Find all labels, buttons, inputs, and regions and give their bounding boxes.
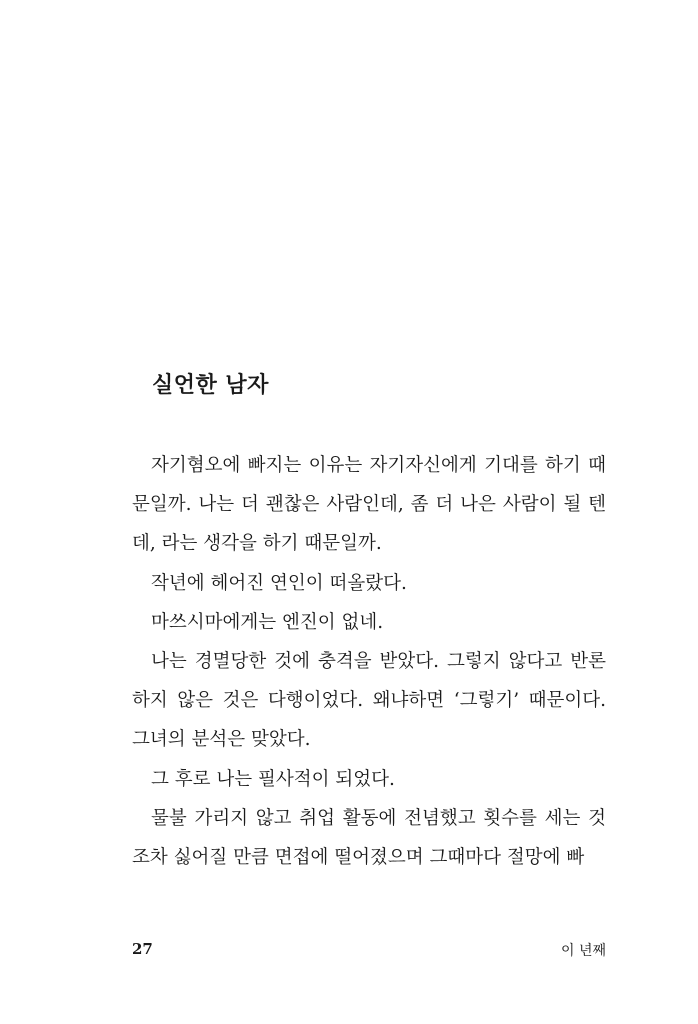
chapter-title: 실언한 남자: [152, 373, 269, 398]
page-number: 27: [132, 940, 153, 958]
paragraph: 작년에 헤어진 연인이 떠올랐다.: [151, 572, 407, 594]
paragraph: 자기혐오에 빠지는 이유는 자기자신에게 기대를 하기 때문일까. 나는 더 괜찮은 사람인데, 좀 더 나은 사람이 될 텐데, 라는 생각을 하기 때문일까.: [132, 455, 606, 555]
paragraph: 물불 가리지 않고 취업 활동에 전념했고 횟수를 세는 것조차 싫어질 만큼 면접에 떨어졌으며 그때마다 절망에 빠: [132, 807, 606, 869]
paragraph: 나는 경멸당한 것에 충격을 받았다. 그렇지 않다고 반론하지 않은 것은 다행이었다. 왜냐하면 ‘그렇기’ 때문이다. 그녀의 분석은 맞았다.: [132, 651, 606, 751]
body-text: [132, 446, 606, 877]
running-title: 이 년째: [560, 943, 606, 959]
paragraph: 마쓰시마에게는 엔진이 없네.: [151, 611, 384, 633]
paragraph: 그 후로 나는 필사적이 되었다.: [151, 768, 395, 790]
